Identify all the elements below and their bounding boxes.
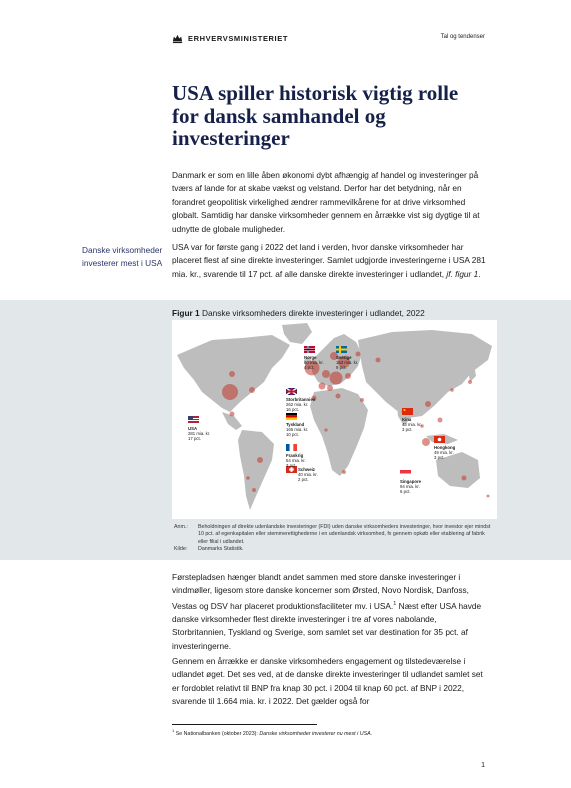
flag-germany xyxy=(286,413,297,420)
bubble-switzerland xyxy=(327,385,333,391)
bubble-poland xyxy=(345,373,351,379)
label-norway-amount: 60 mia. kr. xyxy=(304,360,324,365)
bubble-turkey xyxy=(360,398,364,402)
bubble-nz xyxy=(487,495,490,498)
label-hongkong-share: 3 pct. xyxy=(434,455,445,460)
footnote xyxy=(172,728,372,737)
figure-label: Figur 1 xyxy=(172,308,200,318)
label-hongkong-amount: 49 mia. kr. xyxy=(434,450,454,455)
label-sweden-amount: 153 mia. kr. xyxy=(336,360,359,365)
note-text: Beholdningen af direkte udenlandske investeringer (FDI) uden danske virksomheders investeringer, hvor investor ejer mindst 10 pct. af egenkapitalen eller stemmerettighederne i en udenlandsk virksomhed, fx gennem opkøb eller etablering af fabrik eller filial i udlandet. xyxy=(198,524,491,545)
bubble-singapore xyxy=(422,438,430,446)
bubble-korea xyxy=(450,388,454,392)
label-singapore-name: Singapore xyxy=(400,479,422,484)
bubble-canada xyxy=(229,371,235,377)
paragraph-engagement: Gennem en årrække er danske virksomheders engagement og tilstedeværelse i udlandet øget. Det ses ved, at de danske direkte investeringer til udlandet samlet set er fordoblet relativt til BNP fra knap 30 pct. i 2004 til knap 60 pct. af BNP i 2022, svarende til 1.664 mia. kr. i 2022. Det gælder også for xyxy=(172,656,483,707)
bubble-usa xyxy=(222,384,238,400)
paragraph-first-place-text: Førstepladsen hænger blandt andet sammen med store danske investeringer i vindmøller, ligesom store danske koncerner som Ørsted, Novo Nordisk, Danfoss, Vestas og DSV har placeret produktionsfaciliteter mv. i USA. xyxy=(172,572,469,611)
bubble-japan xyxy=(468,380,472,384)
bubble-brazil xyxy=(257,457,263,463)
label-germany-amount: 165 mia. kr. xyxy=(286,427,309,432)
label-usa-amount: 281 mia. kr. xyxy=(188,431,211,436)
label-china-name: Kina xyxy=(402,417,412,422)
paragraph-usa-text: USA var for første gang i 2022 det land i verden, hvor danske virksomheder har placeret flest af sine direkte investeringer. Samlet udgjorde investeringerne i USA 281 mia. kr., svarende til 17 pct. af alle danske direkte investeringer i udlandet, xyxy=(172,242,486,279)
flag-norway xyxy=(304,346,315,353)
paragraph-first-place-rest: Næst efter USA havde danske virksomheder flest direkte investeringer i tre af vores nabolande, Storbritannien, Tyskland og Sverige, som samlet set var destination for 35 pct. af investeringerne. xyxy=(172,600,482,651)
label-switzerland-name: Schweiz xyxy=(298,467,315,472)
label-uk-share: 16 pct. xyxy=(286,407,299,412)
flag-usa xyxy=(188,416,199,423)
flag-uk xyxy=(286,388,297,395)
label-sweden-share: 9 pct. xyxy=(336,365,347,370)
footnote-marker[interactable]: 1 xyxy=(393,600,397,607)
bubble-argentina xyxy=(252,488,256,492)
flag-sweden xyxy=(336,346,347,353)
label-usa-name: USA xyxy=(188,426,198,431)
footnote-title: Danske virksomheder investerer nu mest i USA xyxy=(259,730,371,737)
note-label: Anm.: xyxy=(174,524,188,530)
figure-note xyxy=(174,524,494,546)
label-france-name: Frankrig xyxy=(286,453,304,458)
bubble-nigeria xyxy=(324,428,327,431)
footnote-divider xyxy=(172,724,317,725)
label-switzerland-amount: 40 mia. kr. xyxy=(298,472,318,477)
source-text: Danmarks Statistik. xyxy=(198,546,244,553)
page-number: 1 xyxy=(481,762,485,769)
label-france-share: 3 pct. xyxy=(286,463,297,468)
world-map xyxy=(172,320,497,519)
bubble-netherlands xyxy=(322,370,330,378)
bubble-hongkong xyxy=(438,418,443,423)
footnote-text: Se Nationalbanken (oktober 2023): xyxy=(175,730,260,737)
label-china-share: 3 pct. xyxy=(402,427,413,432)
label-singapore-share: 6 pct. xyxy=(400,489,411,494)
label-usa-share: 17 pct. xyxy=(188,436,201,441)
bubble-australia xyxy=(462,476,467,481)
bubble-south-africa xyxy=(342,470,346,474)
flag-france xyxy=(286,444,297,451)
ministry-logo xyxy=(172,33,288,44)
bubble-usa-east xyxy=(249,387,255,393)
footnote-end: . xyxy=(370,730,373,737)
bubble-france xyxy=(319,383,326,390)
label-china-amount: 43 mia. kr. xyxy=(402,422,422,427)
bubble-china xyxy=(425,401,431,407)
source-label: Kilde: xyxy=(174,546,188,553)
label-switzerland-share: 2 pct. xyxy=(298,477,309,482)
bubble-chile xyxy=(246,476,250,480)
label-uk-name: Storbritannien xyxy=(286,397,316,402)
figure-title xyxy=(172,308,425,318)
paragraph-usa xyxy=(172,241,490,281)
label-hongkong-name: Hongkong xyxy=(434,445,456,450)
bubble-italy xyxy=(336,394,341,399)
label-sweden-name: Sverige xyxy=(336,355,352,360)
figure-reference: jf. figur 1 xyxy=(446,268,479,279)
figure-notes xyxy=(174,524,494,554)
page-title: USA spiller historisk vigtig rolle for dansk samhandel og investeringer xyxy=(172,81,459,150)
paragraph-usa-end: . xyxy=(478,268,481,279)
bubble-finland xyxy=(356,352,361,357)
figure-source xyxy=(174,546,494,553)
figure-caption: Danske virksomheders direkte investeringer i udlandet, 2022 xyxy=(201,308,425,318)
label-uk-amount: 262 mia. kr. xyxy=(286,402,309,407)
label-norway-share: 4 pct. xyxy=(304,365,315,370)
paragraph-first-place xyxy=(172,571,490,653)
flag-hongkong xyxy=(434,436,445,443)
side-heading: Danske virksomheder investerer mest i USA xyxy=(82,245,163,268)
bubble-mexico xyxy=(230,412,235,417)
label-germany-share: 10 pct. xyxy=(286,432,299,437)
flag-singapore xyxy=(400,470,411,477)
intro-paragraph: Danmark er som en lille åben økonomi dybt afhængig af handel og investeringer på tværs af lande for at skabe vækst og velstand. Derfor har det betydning, når en forandret geopolitisk virkelighed ændrer rammevilkårene for at drive virksomhed globalt. Samtidig har danske virksomheder gennem en årrække vist sig dygtige til at udnytte de globale muligheder. xyxy=(172,170,480,234)
label-france-amount: 54 mia. kr. xyxy=(286,458,306,463)
flag-china xyxy=(402,408,413,415)
crown-icon xyxy=(172,33,183,44)
label-norway-name: Norge xyxy=(304,355,317,360)
ministry-name: ERHVERVSMINISTERIET xyxy=(188,34,289,43)
label-singapore-amount: 94 mia. kr. xyxy=(400,484,420,489)
section-label: Tal og tendenser xyxy=(440,34,485,40)
label-germany-name: Tyskland xyxy=(286,422,305,427)
bubble-germany xyxy=(330,372,343,385)
bubble-russia xyxy=(376,358,381,363)
footnote-number: 1 xyxy=(172,728,175,733)
